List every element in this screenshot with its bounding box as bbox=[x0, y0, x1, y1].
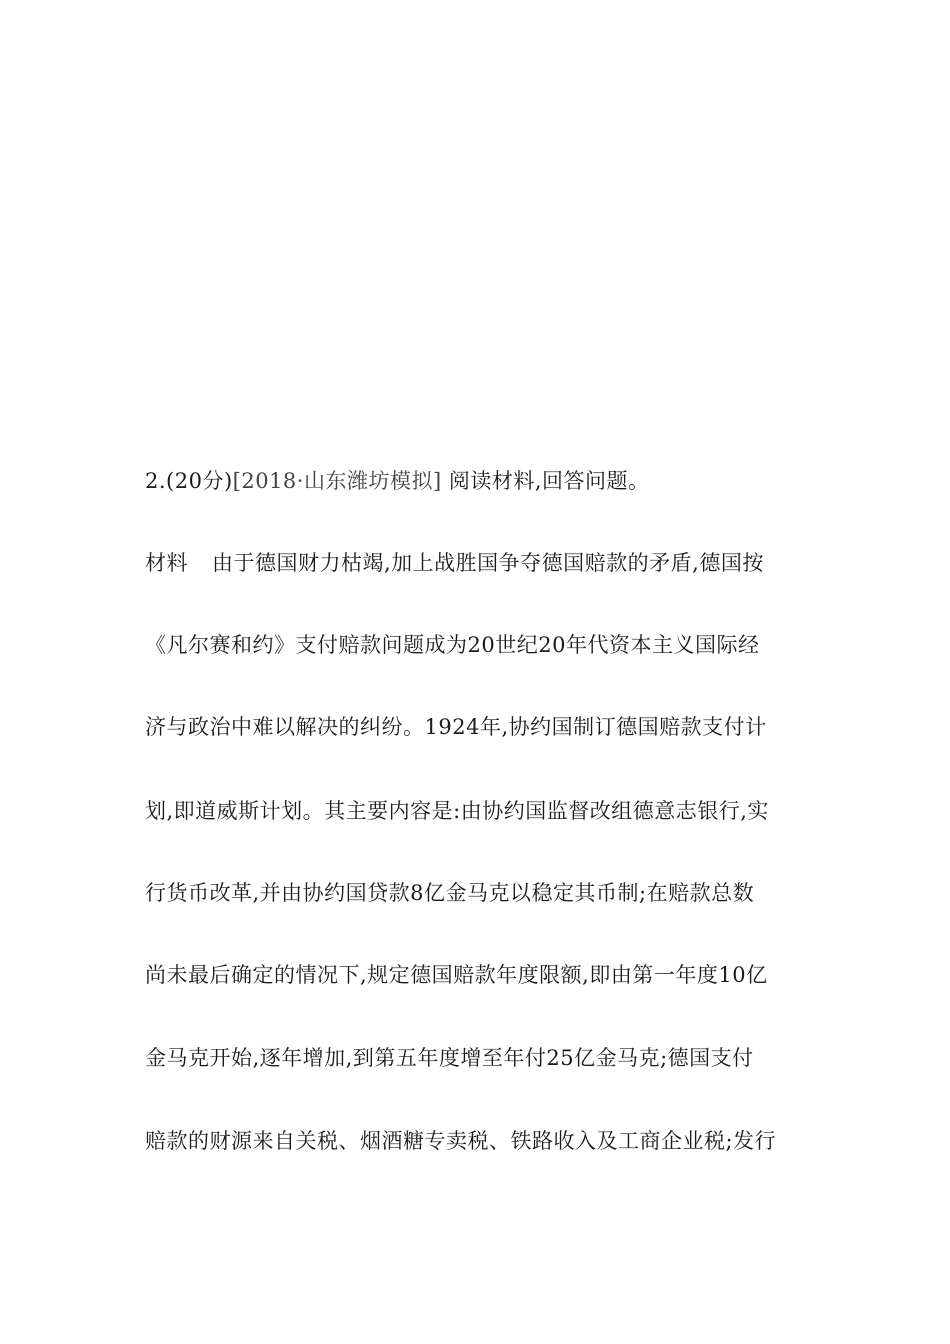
material-line-8: 赔款的财源来自关税、烟酒糖专卖税、铁路收入及工商企业税;发行 bbox=[145, 1129, 777, 1153]
question-header bbox=[145, 466, 815, 496]
material-line-3: 济与政治中难以解决的纠纷。1924年,协约国制订德国赔款支付计 bbox=[145, 715, 767, 739]
question-source: [2018·山东潍坊模拟] bbox=[232, 469, 442, 493]
question-score: (20分) bbox=[166, 469, 233, 493]
material-line-4: 划,即道威斯计划。其主要内容是:由协约国监督改组德意志银行,实 bbox=[145, 799, 769, 823]
question-prompt: 阅读材料,回答问题。 bbox=[448, 469, 650, 493]
question-number: 2. bbox=[145, 469, 167, 493]
material-line-1 bbox=[145, 548, 815, 578]
material-label: 材料 bbox=[145, 551, 188, 575]
material-line-2: 《凡尔赛和约》支付赔款问题成为20世纪20年代资本主义国际经 bbox=[145, 633, 760, 657]
material-text: 由于德国财力枯竭,加上战胜国争夺德国赔款的矛盾,德国按 bbox=[212, 551, 764, 575]
material-line-6: 尚未最后确定的情况下,规定德国赔款年度限额,即由第一年度10亿 bbox=[145, 963, 768, 987]
material-line-5: 行货币改革,并由协约国贷款8亿金马克以稳定其币制;在赔款总数 bbox=[145, 881, 755, 905]
material-line-7: 金马克开始,逐年增加,到第五年度增至年付25亿金马克;德国支付 bbox=[145, 1046, 754, 1070]
